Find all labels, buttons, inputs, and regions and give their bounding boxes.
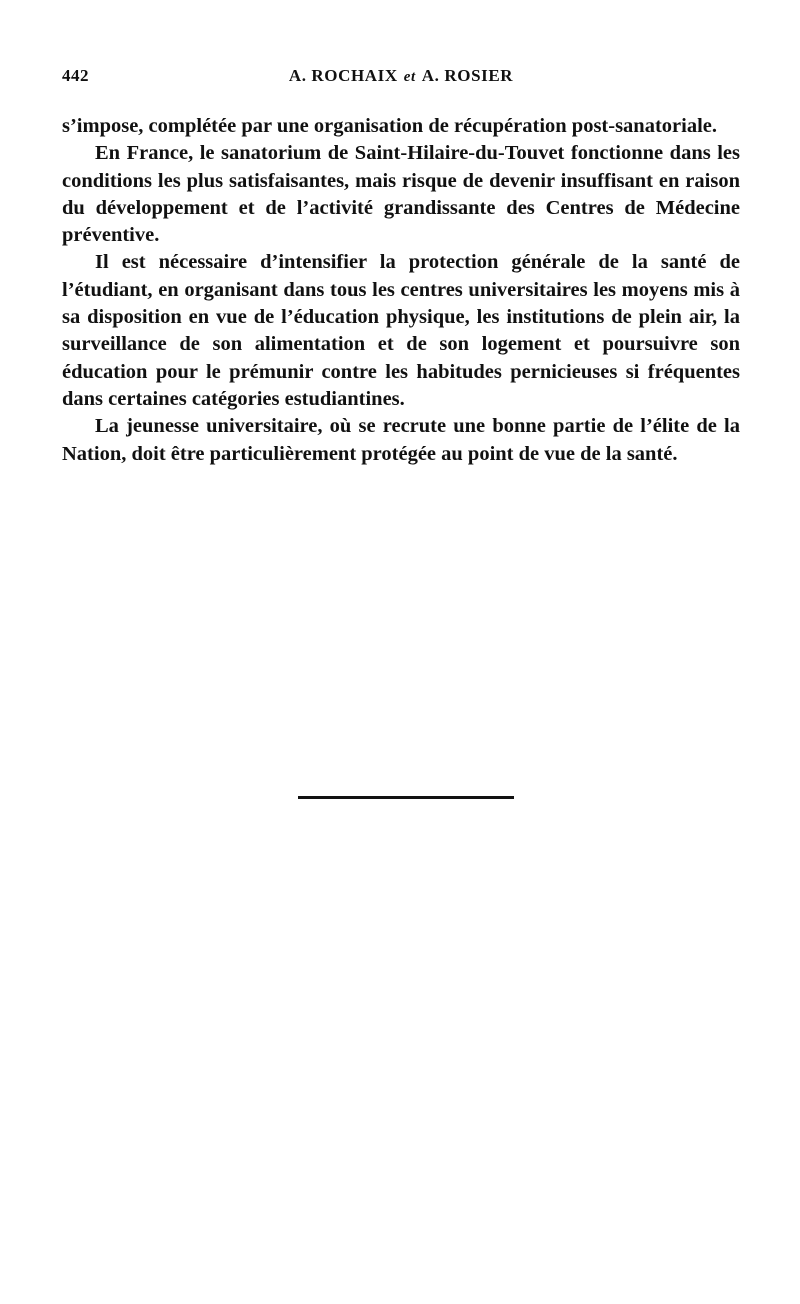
author-second: A. ROSIER [421,66,514,85]
paragraph-sanatorium: En France, le sanatorium de Saint-Hilaire-du-Touvet fonctionne dans les conditions les plus satisfaisantes, mais risque de devenir insuffisant en raison du développement et de l’activité grandissante des Centres de Médecine préventive. [62,142,740,247]
paragraph-student-health: Il est nécessaire d’intensifier la protection générale de la santé de l’étudiant, en organisant dans tous les centres universitaires les moyens mis à sa disposition en vue de l’éducation physique, les institutions de plein air, la surveillance de son alimentation et de son logement et poursuivre son éducation pour le prémunir contre les habitudes pernicieuses si fréquentes dans certaines catégories estudiantines. [62,251,740,410]
running-head [62,66,740,90]
author-first: A. ROCHAIX [288,66,398,85]
running-title [62,66,740,86]
end-rule [298,796,514,799]
author-conjunction: et [403,69,416,85]
body-text [62,113,740,468]
page-number: 442 [62,66,89,85]
paragraph-university-youth: La jeunesse universitaire, où se recrute une bonne partie de l’élite de la Nation, doit être particulièrement protégée au point de vue de la santé. [62,415,740,465]
paragraph-continuation: s’impose, complétée par une organisation de récupération post-sanatoriale. [62,115,717,137]
